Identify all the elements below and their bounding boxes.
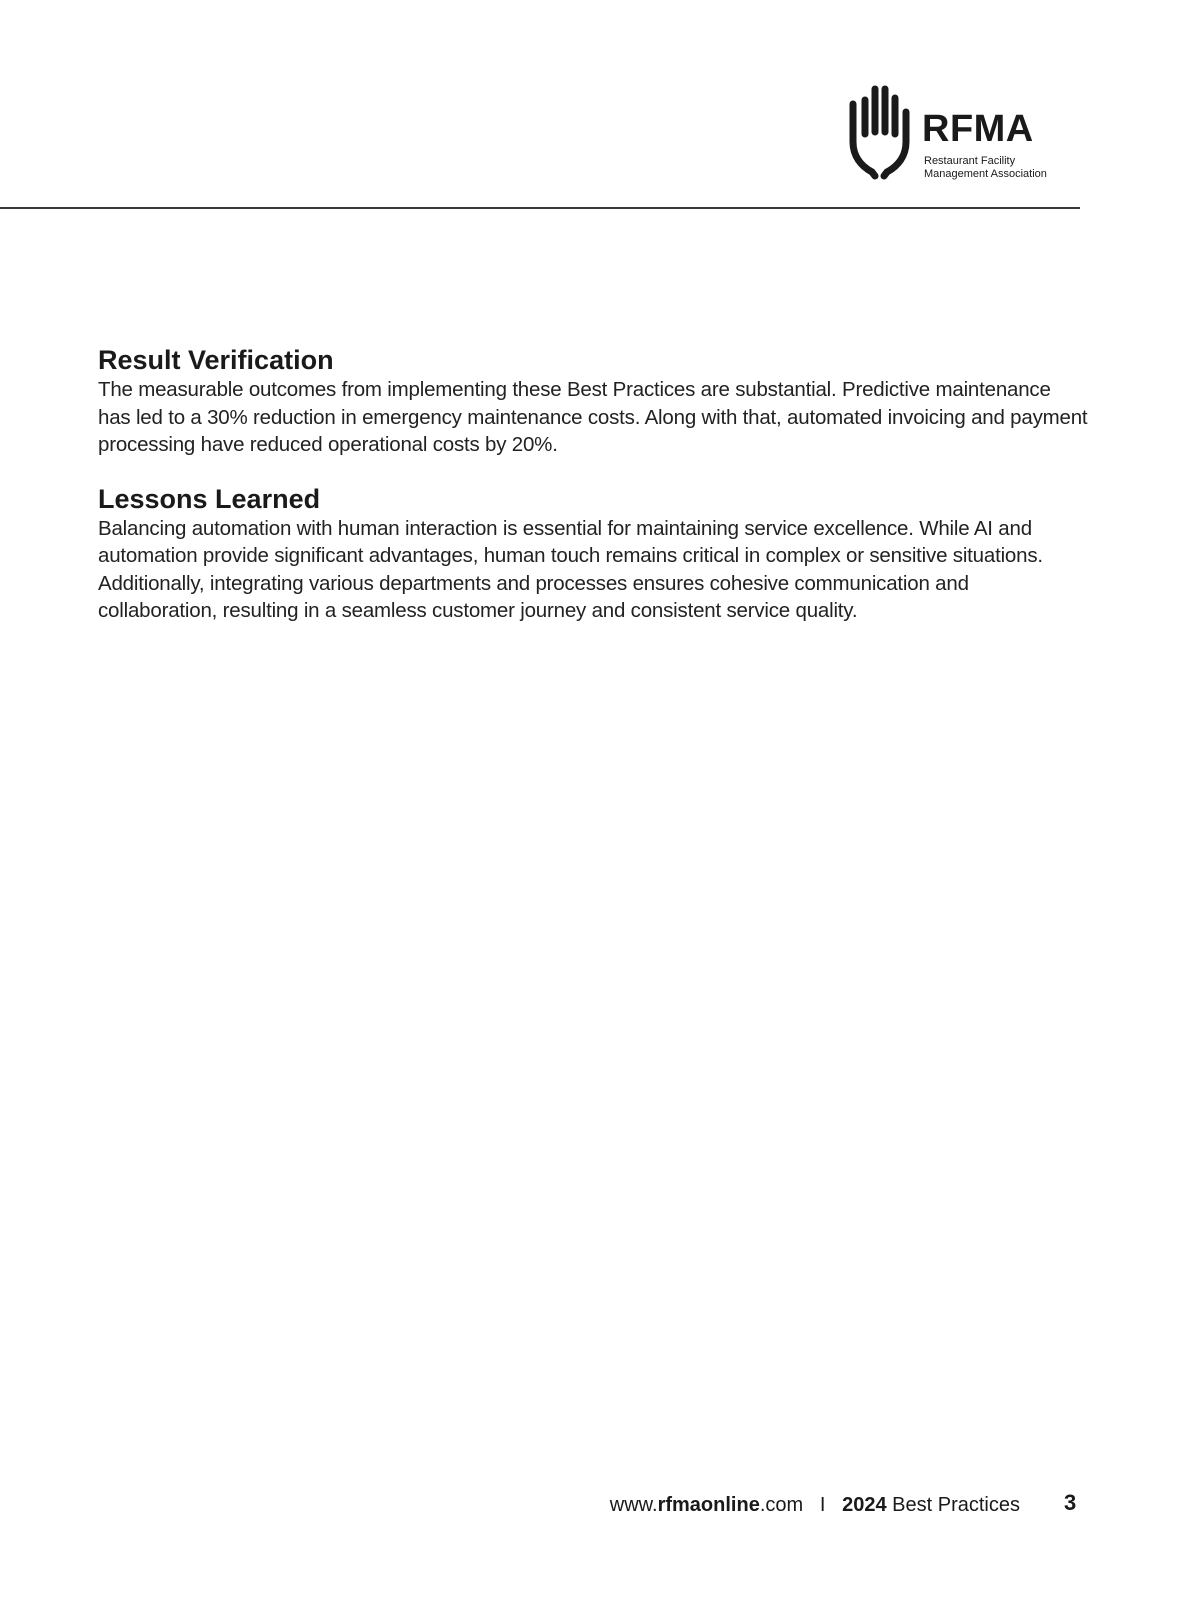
footer-publication: Best Practices [892,1494,1020,1516]
rfma-logo [846,84,1076,184]
section-lessons-learned [98,483,1088,625]
footer-separator [809,1494,837,1516]
section-result-verification [98,344,1088,459]
url-domain: rfmaonline [657,1494,760,1516]
logo-wordmark: RFMA [922,108,1034,150]
main-content [98,344,1088,649]
page-footer [560,1490,1020,1520]
url-suffix: .com [759,1494,804,1516]
url-prefix: www. [609,1494,658,1516]
section-title: Lessons Learned [98,483,321,514]
logo-tagline: Restaurant Facility Management Association [924,155,1047,180]
page-number: 3 [1064,1490,1077,1515]
section-title: Result Verification [98,345,334,375]
section-body: Balancing automation with human interaction is essential for maintaining service excellence. While AI and automation provide significant advantages, human touch remains critical in complex or sensitive situations. Additionally, integrating various departments and processes ensures cohesive communication and collaboration, resulting in a seamless customer journey and consistent service quality. [98,516,1043,622]
separator-glyph: I [819,1494,826,1516]
section-body: The measurable outcomes from implementing these Best Practices are substantial. Predictive maintenance has led to a 30% reduction in emergency maintenance costs. Along with that, automated invoicing and payment processing have reduced operational costs by 20%. [98,378,1088,456]
footer-year: 2024 [842,1494,887,1516]
header-divider [0,207,1080,209]
footer-url[interactable] [610,1494,803,1516]
open-hand-icon [846,84,912,180]
